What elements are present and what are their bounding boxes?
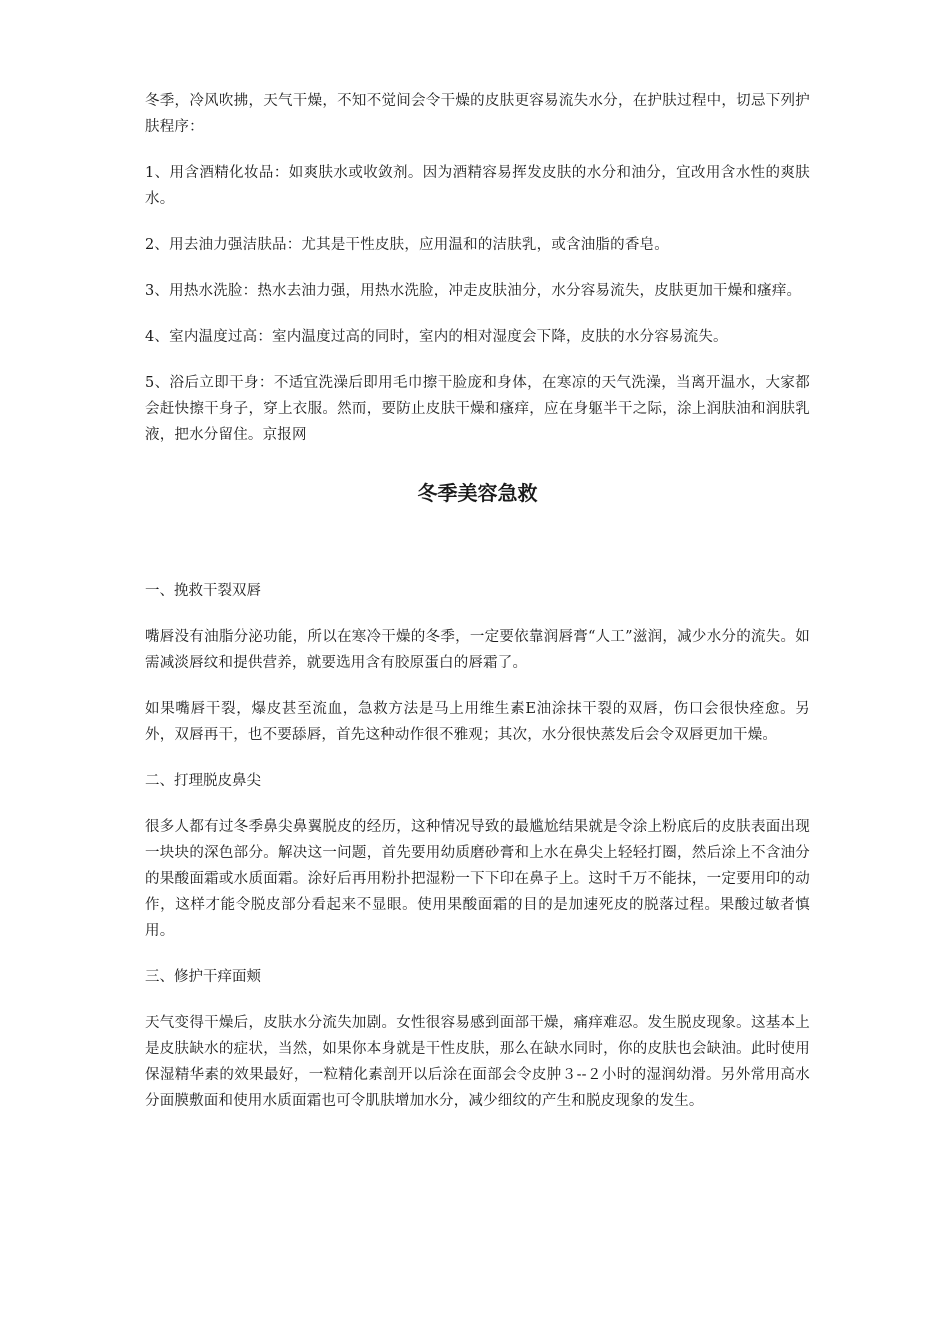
section-cheeks [145, 964, 810, 1114]
section-paragraph: 如果嘴唇干裂，爆皮甚至流血，急救方法是马上用维生素E油涂抹干裂的双唇，伤口会很快痊愈。另外，双唇再干，也不要舔唇，首先这种动作很不雅观；其次，水分很快蒸发后会令双唇更加干燥。 [145, 701, 810, 743]
document-page [145, 88, 810, 1134]
section-paragraph: 天气变得干燥后，皮肤水分流失加剧。女性很容易感到面部干燥，痛痒难忍。发生脱皮现象。这基本上是皮肤缺水的症状，当然，如果你本身就是干性皮肤，那么在缺水同时，你的皮肤也会缺油。此时使用保湿精华素的效果最好，一粒精化素剖开以后涂在面部会令皮肿３--２小时的湿润幼滑。另外常用高水分面膜敷面和使用水质面霜也可令肌肤增加水分，减少细纹的产生和脱皮现象的发生。 [145, 1015, 810, 1109]
section-nose [145, 768, 810, 944]
section-heading: 一、挽救干裂双唇 [145, 583, 261, 599]
section-paragraph: 嘴唇没有油脂分泌功能，所以在寒冷干燥的冬季，一定要依靠润唇膏“人工”滋润，减少水分的流失。如需减淡唇纹和提供营养，就要选用含有胶原蛋白的唇霜了。 [145, 629, 810, 671]
section-lips [145, 578, 810, 748]
intro-paragraph: 冬季，冷风吹拂，天气干燥，不知不觉间会令干燥的皮肤更容易流失水分，在护肤过程中，切忌下列护肤程序： [145, 93, 810, 135]
article-title: 冬季美容急救 [417, 481, 538, 505]
tip-item-2: 2、用去油力强洁肤品：尤其是干性皮肤，应用温和的洁肤乳，或含油脂的香皂。 [145, 237, 669, 253]
section-heading: 三、修护干痒面颊 [145, 969, 261, 985]
section-heading: 二、打理脱皮鼻尖 [145, 773, 261, 789]
tip-item-1: 1、用含酒精化妆品：如爽肤水或收敛剂。因为酒精容易挥发皮肤的水分和油分，宜改用含水性的爽肤水。 [145, 165, 810, 207]
tip-item-5: 5、浴后立即干身：不适宜洗澡后即用毛巾擦干脸庞和身体，在寒凉的天气洗澡，当离开温水，大家都会赶快擦干身子，穿上衣服。然而，要防止皮肤干燥和瘙痒，应在身躯半干之际，涂上润肤油和润肤乳液，把水分留住。京报网 [145, 375, 810, 443]
section-paragraph: 很多人都有过冬季鼻尖鼻翼脱皮的经历，这种情况导致的最尴尬结果就是令涂上粉底后的皮肤表面出现一块块的深色部分。解决这一问题，首先要用幼质磨砂膏和上水在鼻尖上轻轻打圈，然后涂上不含油分的果酸面霜或水质面霜。涂好后再用粉扑把湿粉一下下印在鼻子上。这时千万不能抹，一定要用印的动作，这样才能令脱皮部分看起来不显眼。使用果酸面霜的目的是加速死皮的脱落过程。果酸过敏者慎用。 [145, 819, 810, 939]
tip-item-4: 4、室内温度过高：室内温度过高的同时，室内的相对湿度会下降，皮肤的水分容易流失。 [145, 329, 728, 345]
tip-item-3: 3、用热水洗脸：热水去油力强，用热水洗脸，冲走皮肤油分，水分容易流失，皮肤更加干燥和瘙痒。 [145, 283, 802, 299]
